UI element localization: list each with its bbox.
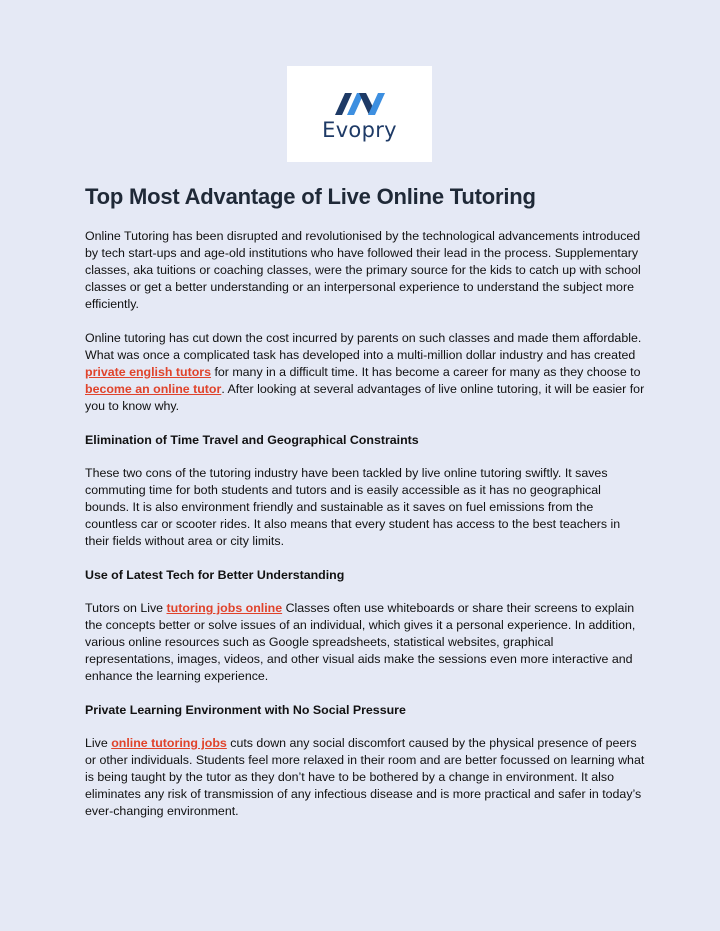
private-english-tutors-link[interactable]: private english tutors (85, 365, 211, 379)
become-online-tutor-link[interactable]: become an online tutor (85, 382, 222, 396)
section-body-latest-tech (85, 600, 645, 685)
logo-text: Evopry (322, 117, 397, 142)
paragraph-text: . After looking at several advantages of live online tutoring, it will be easier for you to know why. (85, 382, 645, 413)
section-heading-private-learning: Private Learning Environment with No Social Pressure (85, 703, 406, 717)
section-body-private-learning (85, 735, 645, 820)
intro-paragraph: Online Tutoring has been disrupted and revolutionised by the technological advancements introduced by tech start-ups and age-old institutions who have followed their lead in the process. Supplementary classes, aka tuitions or coaching classes, were the primary source for the kids to catch up with school classes or get a better understanding or an interpersonal experience to understand the subject more efficiently. (85, 229, 641, 311)
article (85, 184, 645, 837)
section-body-time-travel: These two cons of the tutoring industry have been tackled by live online tutoring swiftly. It saves commuting time for both students and tutors and is easily accessible as it has no geographical bounds. It is also environment friendly and sustainable as it saves on fuel emissions from the countless car or scooter rides. It also means that every student has access to the best teachers in their fields without area or city limits. (85, 466, 621, 548)
page-title: Top Most Advantage of Live Online Tutoring (85, 184, 536, 209)
section-heading-time-travel: Elimination of Time Travel and Geographical Constraints (85, 433, 419, 447)
cost-paragraph (85, 330, 645, 415)
paragraph-text: Online tutoring has cut down the cost incurred by parents on such classes and made them affordable. What was once a complicated task has developed into a multi-million dollar industry and has created (85, 331, 642, 362)
section-heading-latest-tech: Use of Latest Tech for Better Understanding (85, 568, 345, 582)
paragraph-text: Classes often use whiteboards or share their screens to explain the concepts better or solve issues of an individual, which gives it a personal experience. In addition, various online resources such as Google spreadsheets, statistical websites, graphical representations, images, videos, and other visual aids make the sessions even more interactive and enhance the learning experience. (85, 601, 636, 683)
paragraph-text: Live (85, 736, 112, 750)
tutoring-jobs-online-link[interactable]: tutoring jobs online (166, 601, 283, 615)
paragraph-text: cuts down any social discomfort caused by the physical presence of peers or other individuals. Students feel more relaxed in their room and are better focussed on learning what is being taught by the tutor as they don’t have to be bothered by a change in environment. It also eliminates any risk of transmission of any infectious disease and is more practical and safer in today’s ever-changing environment. (85, 736, 645, 818)
online-tutoring-jobs-link[interactable]: online tutoring jobs (111, 736, 227, 750)
logo-card (287, 66, 432, 162)
paragraph-text: Tutors on Live (85, 601, 167, 615)
evopry-logo-icon (335, 89, 385, 115)
paragraph-text: for many in a difficult time. It has become a career for many as they choose to (211, 365, 641, 379)
